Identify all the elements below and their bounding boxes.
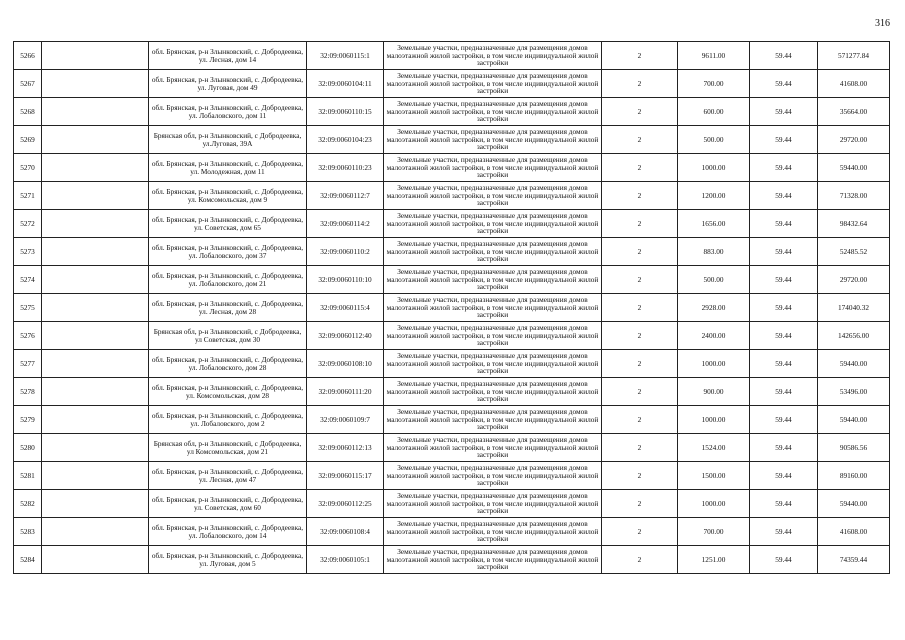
land-use-cell: Земельные участки, предназначенные для размещения домов малоэтажной жилой застройки, в том числе индивидуальной жилой застройки <box>384 294 602 322</box>
land-use-cell: Земельные участки, предназначенные для размещения домов малоэтажной жилой застройки, в том числе индивидуальной жилой застройки <box>384 182 602 210</box>
group-number-cell: 2 <box>602 70 678 98</box>
group-number-cell: 2 <box>602 210 678 238</box>
cadastral-value-cell: 71328.00 <box>818 182 890 210</box>
table-row <box>14 322 890 350</box>
address-cell: обл. Брянская, р-н Злынковский, с. Добродеевка, ул. Лесная, дом 14 <box>149 42 307 70</box>
land-use-cell: Земельные участки, предназначенные для размещения домов малоэтажной жилой застройки, в том числе индивидуальной жилой застройки <box>384 42 602 70</box>
row-number-cell: 5267 <box>14 70 42 98</box>
land-use-cell: Земельные участки, предназначенные для размещения домов малоэтажной жилой застройки, в том числе индивидуальной жилой застройки <box>384 98 602 126</box>
row-number-cell: 5278 <box>14 378 42 406</box>
cadastral-value-cell: 35664.00 <box>818 98 890 126</box>
row-number-cell: 5273 <box>14 238 42 266</box>
address-cell: обл. Брянская, р-н Злынковский, с. Добродеевка, ул. Лобаловского, дом 11 <box>149 98 307 126</box>
group-number-cell: 2 <box>602 490 678 518</box>
group-number-cell: 2 <box>602 42 678 70</box>
cadastral-number-cell: 32:09:0060104:11 <box>307 70 384 98</box>
cadastral-number-cell: 32:09:0060115:1 <box>307 42 384 70</box>
area-cell: 1524.00 <box>678 434 750 462</box>
land-use-cell: Земельные участки, предназначенные для размещения домов малоэтажной жилой застройки, в том числе индивидуальной жилой застройки <box>384 518 602 546</box>
row-number-cell: 5275 <box>14 294 42 322</box>
page-number: 316 <box>875 18 890 29</box>
cadastral-value-cell: 59440.00 <box>818 490 890 518</box>
table-row <box>14 70 890 98</box>
cadastral-number-cell: 32:09:0060108:4 <box>307 518 384 546</box>
address-cell: обл. Брянская, р-н Злынковский, с. Добродеевка, ул. Советская, дом 60 <box>149 490 307 518</box>
specific-value-cell: 59.44 <box>750 42 818 70</box>
address-cell: обл. Брянская, р-н Злынковский, с. Добродеевка, ул. Лесная, дом 47 <box>149 462 307 490</box>
blank-cell <box>42 154 149 182</box>
specific-value-cell: 59.44 <box>750 518 818 546</box>
table-row <box>14 462 890 490</box>
area-cell: 700.00 <box>678 518 750 546</box>
address-cell: обл. Брянская, р-н Злынковский, с. Добродеевка, ул. Луговая, дом 49 <box>149 70 307 98</box>
address-cell: обл. Брянская, р-н Злынковский, с. Добродеевка, ул. Молодежная, дом 11 <box>149 154 307 182</box>
address-cell: обл. Брянская, р-н Злынковский, с. Добродеевка, ул. Луговая, дом 5 <box>149 546 307 574</box>
area-cell: 900.00 <box>678 378 750 406</box>
land-use-cell: Земельные участки, предназначенные для размещения домов малоэтажной жилой застройки, в том числе индивидуальной жилой застройки <box>384 126 602 154</box>
row-number-cell: 5279 <box>14 406 42 434</box>
address-cell: обл. Брянская, р-н Злынковский, с. Добродеевка, ул. Лобаловского, дом 21 <box>149 266 307 294</box>
cadastral-number-cell: 32:09:0060114:2 <box>307 210 384 238</box>
table-row <box>14 238 890 266</box>
specific-value-cell: 59.44 <box>750 322 818 350</box>
area-cell: 600.00 <box>678 98 750 126</box>
address-cell: обл. Брянская, р-н Злынковский, с. Добродеевка, ул. Советская, дом 65 <box>149 210 307 238</box>
group-number-cell: 2 <box>602 322 678 350</box>
group-number-cell: 2 <box>602 98 678 126</box>
blank-cell <box>42 518 149 546</box>
cadastral-number-cell: 32:09:0060112:7 <box>307 182 384 210</box>
table-row <box>14 350 890 378</box>
area-cell: 700.00 <box>678 70 750 98</box>
table-row <box>14 294 890 322</box>
specific-value-cell: 59.44 <box>750 350 818 378</box>
row-number-cell: 5284 <box>14 546 42 574</box>
cadastral-number-cell: 32:09:0060105:1 <box>307 546 384 574</box>
specific-value-cell: 59.44 <box>750 154 818 182</box>
row-number-cell: 5268 <box>14 98 42 126</box>
specific-value-cell: 59.44 <box>750 294 818 322</box>
table-row <box>14 266 890 294</box>
land-use-cell: Земельные участки, предназначенные для размещения домов малоэтажной жилой застройки, в том числе индивидуальной жилой застройки <box>384 406 602 434</box>
cadastral-number-cell: 32:09:0060109:7 <box>307 406 384 434</box>
specific-value-cell: 59.44 <box>750 378 818 406</box>
blank-cell <box>42 98 149 126</box>
specific-value-cell: 59.44 <box>750 266 818 294</box>
cadastral-value-cell: 59440.00 <box>818 154 890 182</box>
land-use-cell: Земельные участки, предназначенные для размещения домов малоэтажной жилой застройки, в том числе индивидуальной жилой застройки <box>384 70 602 98</box>
row-number-cell: 5276 <box>14 322 42 350</box>
cadastral-value-cell: 174040.32 <box>818 294 890 322</box>
address-cell: обл. Брянская, р-н Злынковский, с. Добродеевка, ул. Лобаловского, дом 28 <box>149 350 307 378</box>
land-use-cell: Земельные участки, предназначенные для размещения домов малоэтажной жилой застройки, в том числе индивидуальной жилой застройки <box>384 210 602 238</box>
land-use-cell: Земельные участки, предназначенные для размещения домов малоэтажной жилой застройки, в том числе индивидуальной жилой застройки <box>384 322 602 350</box>
blank-cell <box>42 406 149 434</box>
area-cell: 9611.00 <box>678 42 750 70</box>
address-cell: обл. Брянская, р-н Злынковский, с. Добродеевка, ул. Комсомольская, дом 28 <box>149 378 307 406</box>
address-cell: обл. Брянская, р-н Злынковский, с. Добродеевка, ул. Лесная, дом 28 <box>149 294 307 322</box>
table-body <box>14 42 890 574</box>
cadastral-number-cell: 32:09:0060110:2 <box>307 238 384 266</box>
blank-cell <box>42 294 149 322</box>
specific-value-cell: 59.44 <box>750 238 818 266</box>
land-use-cell: Земельные участки, предназначенные для размещения домов малоэтажной жилой застройки, в том числе индивидуальной жилой застройки <box>384 378 602 406</box>
specific-value-cell: 59.44 <box>750 406 818 434</box>
land-use-cell: Земельные участки, предназначенные для размещения домов малоэтажной жилой застройки, в том числе индивидуальной жилой застройки <box>384 490 602 518</box>
blank-cell <box>42 546 149 574</box>
land-use-cell: Земельные участки, предназначенные для размещения домов малоэтажной жилой застройки, в том числе индивидуальной жилой застройки <box>384 462 602 490</box>
cadastral-value-cell: 52485.52 <box>818 238 890 266</box>
cadastral-number-cell: 32:09:0060110:10 <box>307 266 384 294</box>
area-cell: 2928.00 <box>678 294 750 322</box>
row-number-cell: 5277 <box>14 350 42 378</box>
row-number-cell: 5271 <box>14 182 42 210</box>
blank-cell <box>42 182 149 210</box>
address-cell: обл. Брянская, р-н Злынковский, с. Добродеевка, ул. Лобаловского, дом 14 <box>149 518 307 546</box>
cadastral-value-table <box>13 41 890 574</box>
group-number-cell: 2 <box>602 266 678 294</box>
table-row <box>14 98 890 126</box>
land-use-cell: Земельные участки, предназначенные для размещения домов малоэтажной жилой застройки, в том числе индивидуальной жилой застройки <box>384 546 602 574</box>
address-cell: Брянская обл, р-н Злынковский, с Добродеевка, ул Комсомольская, дом 21 <box>149 434 307 462</box>
blank-cell <box>42 462 149 490</box>
area-cell: 500.00 <box>678 126 750 154</box>
blank-cell <box>42 266 149 294</box>
blank-cell <box>42 378 149 406</box>
cadastral-value-cell: 74359.44 <box>818 546 890 574</box>
cadastral-number-cell: 32:09:0060104:23 <box>307 126 384 154</box>
cadastral-number-cell: 32:09:0060112:13 <box>307 434 384 462</box>
address-cell: обл. Брянская, р-н Злынковский, с. Добродеевка, ул. Лобаловского, дом 2 <box>149 406 307 434</box>
cadastral-number-cell: 32:09:0060112:40 <box>307 322 384 350</box>
area-cell: 1251.00 <box>678 546 750 574</box>
specific-value-cell: 59.44 <box>750 98 818 126</box>
specific-value-cell: 59.44 <box>750 434 818 462</box>
blank-cell <box>42 210 149 238</box>
land-use-cell: Земельные участки, предназначенные для размещения домов малоэтажной жилой застройки, в том числе индивидуальной жилой застройки <box>384 350 602 378</box>
cadastral-number-cell: 32:09:0060111:20 <box>307 378 384 406</box>
address-cell: обл. Брянская, р-н Злынковский, с. Добродеевка, ул. Лобаловского, дом 37 <box>149 238 307 266</box>
cadastral-number-cell: 32:09:0060115:17 <box>307 462 384 490</box>
group-number-cell: 2 <box>602 294 678 322</box>
cadastral-value-cell: 41608.00 <box>818 70 890 98</box>
area-cell: 2400.00 <box>678 322 750 350</box>
specific-value-cell: 59.44 <box>750 126 818 154</box>
row-number-cell: 5282 <box>14 490 42 518</box>
table-row <box>14 182 890 210</box>
group-number-cell: 2 <box>602 238 678 266</box>
cadastral-value-cell: 59440.00 <box>818 406 890 434</box>
table-row <box>14 42 890 70</box>
group-number-cell: 2 <box>602 546 678 574</box>
specific-value-cell: 59.44 <box>750 490 818 518</box>
area-cell: 1000.00 <box>678 406 750 434</box>
cadastral-value-cell: 59440.00 <box>818 350 890 378</box>
table-row <box>14 210 890 238</box>
table-row <box>14 378 890 406</box>
group-number-cell: 2 <box>602 154 678 182</box>
cadastral-value-cell: 89160.00 <box>818 462 890 490</box>
address-cell: Брянская обл, р-н Злынковский, с Добродеевка, ул.Луговая, 39А <box>149 126 307 154</box>
area-cell: 1000.00 <box>678 490 750 518</box>
group-number-cell: 2 <box>602 462 678 490</box>
land-use-cell: Земельные участки, предназначенные для размещения домов малоэтажной жилой застройки, в том числе индивидуальной жилой застройки <box>384 238 602 266</box>
row-number-cell: 5283 <box>14 518 42 546</box>
group-number-cell: 2 <box>602 182 678 210</box>
blank-cell <box>42 350 149 378</box>
cadastral-number-cell: 32:09:0060108:10 <box>307 350 384 378</box>
specific-value-cell: 59.44 <box>750 210 818 238</box>
group-number-cell: 2 <box>602 126 678 154</box>
group-number-cell: 2 <box>602 518 678 546</box>
row-number-cell: 5266 <box>14 42 42 70</box>
cadastral-number-cell: 32:09:0060110:23 <box>307 154 384 182</box>
area-cell: 1000.00 <box>678 350 750 378</box>
blank-cell <box>42 322 149 350</box>
row-number-cell: 5280 <box>14 434 42 462</box>
table-row <box>14 518 890 546</box>
specific-value-cell: 59.44 <box>750 462 818 490</box>
table-row <box>14 154 890 182</box>
specific-value-cell: 59.44 <box>750 70 818 98</box>
blank-cell <box>42 490 149 518</box>
table-row <box>14 406 890 434</box>
row-number-cell: 5272 <box>14 210 42 238</box>
group-number-cell: 2 <box>602 350 678 378</box>
cadastral-value-cell: 29720.00 <box>818 126 890 154</box>
table-row <box>14 546 890 574</box>
table-row <box>14 490 890 518</box>
specific-value-cell: 59.44 <box>750 546 818 574</box>
address-cell: обл. Брянская, р-н Злынковский, с. Добродеевка, ул. Комсомольская, дом 9 <box>149 182 307 210</box>
cadastral-value-cell: 571277.84 <box>818 42 890 70</box>
area-cell: 1500.00 <box>678 462 750 490</box>
group-number-cell: 2 <box>602 406 678 434</box>
cadastral-value-cell: 142656.00 <box>818 322 890 350</box>
land-use-cell: Земельные участки, предназначенные для размещения домов малоэтажной жилой застройки, в том числе индивидуальной жилой застройки <box>384 434 602 462</box>
area-cell: 500.00 <box>678 266 750 294</box>
land-use-cell: Земельные участки, предназначенные для размещения домов малоэтажной жилой застройки, в том числе индивидуальной жилой застройки <box>384 266 602 294</box>
cadastral-number-cell: 32:09:0060115:4 <box>307 294 384 322</box>
row-number-cell: 5281 <box>14 462 42 490</box>
row-number-cell: 5269 <box>14 126 42 154</box>
specific-value-cell: 59.44 <box>750 182 818 210</box>
blank-cell <box>42 42 149 70</box>
row-number-cell: 5274 <box>14 266 42 294</box>
land-use-cell: Земельные участки, предназначенные для размещения домов малоэтажной жилой застройки, в том числе индивидуальной жилой застройки <box>384 154 602 182</box>
cadastral-value-cell: 29720.00 <box>818 266 890 294</box>
cadastral-number-cell: 32:09:0060112:25 <box>307 490 384 518</box>
blank-cell <box>42 238 149 266</box>
blank-cell <box>42 70 149 98</box>
area-cell: 1200.00 <box>678 182 750 210</box>
group-number-cell: 2 <box>602 434 678 462</box>
row-number-cell: 5270 <box>14 154 42 182</box>
area-cell: 1000.00 <box>678 154 750 182</box>
area-cell: 1656.00 <box>678 210 750 238</box>
cadastral-value-cell: 53496.00 <box>818 378 890 406</box>
table-row <box>14 126 890 154</box>
cadastral-value-cell: 90586.56 <box>818 434 890 462</box>
cadastral-value-cell: 41608.00 <box>818 518 890 546</box>
group-number-cell: 2 <box>602 378 678 406</box>
area-cell: 883.00 <box>678 238 750 266</box>
address-cell: Брянская обл, р-н Злынковский, с Добродеевка, ул Советская, дом 30 <box>149 322 307 350</box>
blank-cell <box>42 434 149 462</box>
blank-cell <box>42 126 149 154</box>
table-row <box>14 434 890 462</box>
cadastral-number-cell: 32:09:0060110:15 <box>307 98 384 126</box>
cadastral-value-cell: 98432.64 <box>818 210 890 238</box>
